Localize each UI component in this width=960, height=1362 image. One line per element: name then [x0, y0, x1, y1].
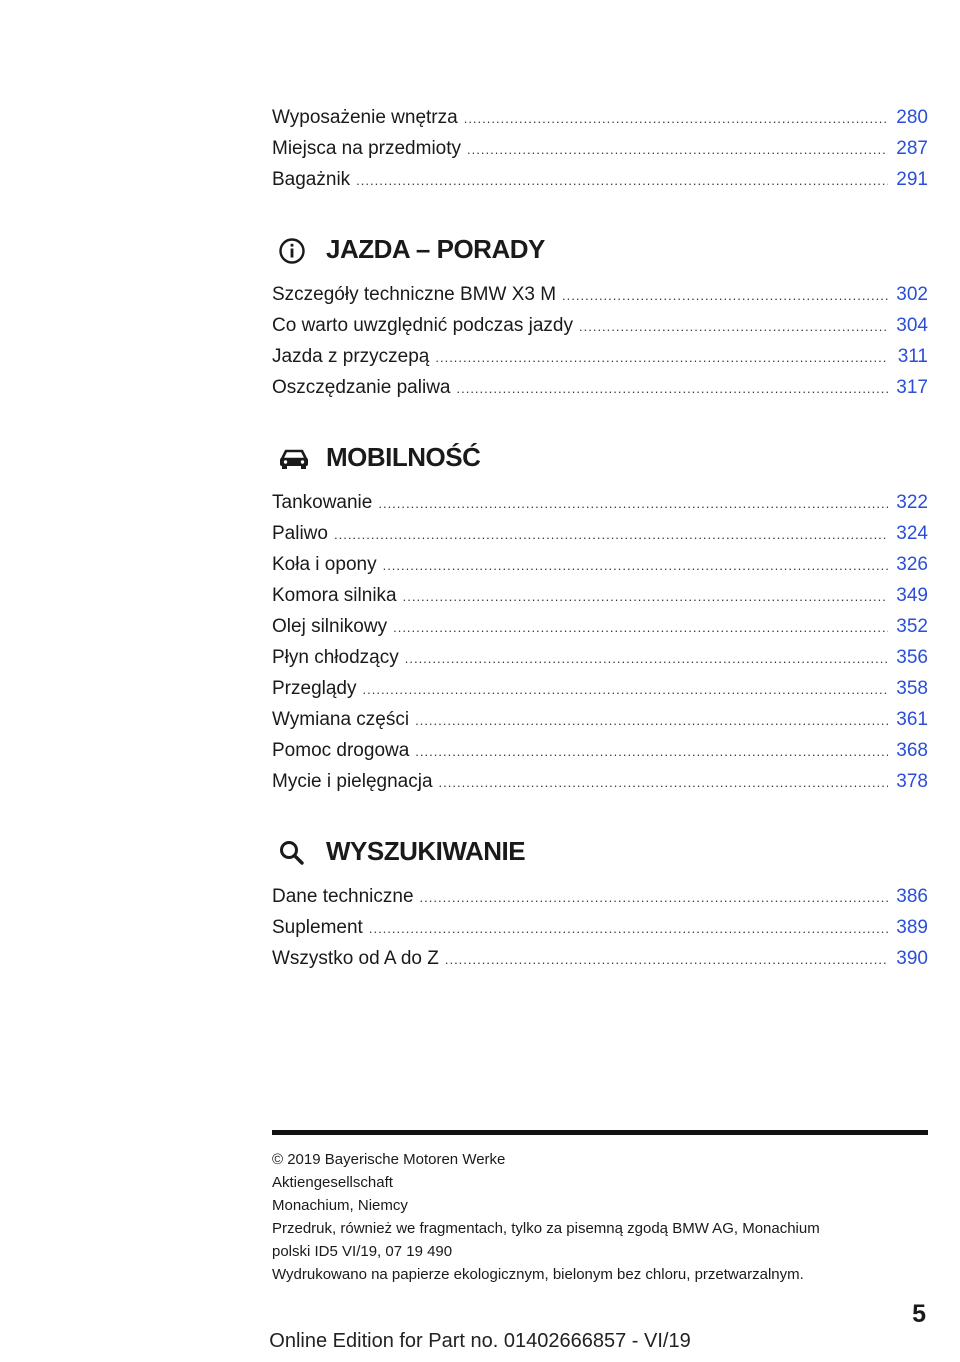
toc-page-link[interactable]: 390: [896, 948, 928, 969]
imprint-company: Aktiengesellschaft: [272, 1174, 393, 1191]
dot-leader: [445, 944, 888, 975]
toc-entry[interactable]: [272, 487, 928, 518]
toc-entry-label: Komora silnika: [272, 585, 397, 606]
dot-leader: [403, 581, 888, 612]
toc-entry[interactable]: [272, 766, 928, 797]
toc-entry[interactable]: [272, 881, 928, 912]
section-spacer: [272, 403, 928, 423]
toc-entry[interactable]: [272, 310, 928, 341]
imprint-edition-id: polski ID5 VI/19, 07 19 490: [272, 1243, 453, 1260]
toc-entry[interactable]: [272, 912, 928, 943]
imprint-paper-notice: Wydrukowano na papierze ekologicznym, bielonym bez chloru, przetwarzalnym.: [272, 1266, 804, 1283]
toc-page-link[interactable]: 311: [897, 346, 928, 367]
toc-entry[interactable]: [272, 580, 928, 611]
toc-entry-label: Wszystko od A do Z: [272, 948, 439, 969]
section-title: MOBILNOŚĆ: [326, 442, 481, 472]
toc-page-link[interactable]: 358: [896, 678, 928, 699]
toc-page-link[interactable]: 356: [896, 647, 928, 668]
toc-entry[interactable]: [272, 164, 928, 195]
dot-leader: [467, 134, 888, 165]
dot-leader: [420, 882, 888, 913]
toc-entry-label: Wymiana części: [272, 709, 410, 730]
toc-entry-label: Koła i opony: [272, 554, 377, 575]
dot-leader: [415, 705, 888, 736]
dot-leader: [439, 767, 888, 798]
toc-entry[interactable]: [272, 372, 928, 403]
dot-leader: [334, 519, 888, 550]
footer-edition: Online Edition for Part no. 01402666857 - VI/19: [269, 1330, 691, 1352]
imprint-location: Monachium, Niemcy: [272, 1197, 408, 1214]
dot-leader: [464, 103, 888, 134]
toc-page-link[interactable]: 322: [896, 492, 928, 513]
dot-leader: [405, 643, 888, 674]
section-heading: [272, 817, 928, 881]
toc-page-link[interactable]: 304: [896, 315, 928, 336]
toc-sections: [272, 195, 928, 974]
toc-page-link[interactable]: 349: [896, 585, 928, 606]
toc-page-link[interactable]: 280: [896, 107, 928, 128]
dot-leader: [356, 165, 888, 196]
toc-entry-label: Wyposażenie wnętrza: [272, 107, 458, 128]
dot-leader: [415, 736, 888, 767]
toc-entry-label: Olej silnikowy: [272, 616, 388, 637]
toc-entry-label: Płyn chłodzący: [272, 647, 399, 668]
toc-entry-label: Suplement: [272, 917, 363, 938]
toc-intro-list: [272, 102, 928, 195]
dot-leader: [579, 311, 888, 342]
dot-leader: [378, 488, 888, 519]
dot-leader: [562, 280, 888, 311]
toc-page-link[interactable]: 389: [896, 917, 928, 938]
section-heading: [272, 215, 928, 279]
divider-rule: [272, 1130, 928, 1135]
toc-entry[interactable]: [272, 549, 928, 580]
toc-entry[interactable]: [272, 735, 928, 766]
toc-entry[interactable]: [272, 943, 928, 974]
toc-entry-label: Szczegóły techniczne BMW X3 M: [272, 284, 557, 305]
toc-page-link[interactable]: 317: [896, 377, 928, 398]
toc-entry[interactable]: [272, 341, 928, 372]
toc-entry[interactable]: [272, 133, 928, 164]
toc-entry-label: Tankowanie: [272, 492, 373, 513]
toc-page-link[interactable]: 326: [896, 554, 928, 575]
toc-entry[interactable]: [272, 611, 928, 642]
toc-page-link[interactable]: 378: [896, 771, 928, 792]
section-heading: [272, 423, 928, 487]
toc-entry[interactable]: [272, 642, 928, 673]
toc-entry-label: Jazda z przyczepą: [272, 346, 430, 367]
imprint-reprint-notice: Przedruk, również we fragmentach, tylko za pisemną zgodą BMW AG, Monachium: [272, 1220, 820, 1237]
dot-leader: [369, 913, 888, 944]
section-spacer: [272, 797, 928, 817]
section-title: WYSZUKIWANIE: [326, 836, 526, 866]
toc-page-link[interactable]: 302: [896, 284, 928, 305]
toc-entry-label: Bagażnik: [272, 169, 351, 190]
imprint-copyright: © 2019 Bayerische Motoren Werke: [272, 1151, 506, 1168]
section-spacer: [272, 195, 928, 215]
dot-leader: [393, 612, 888, 643]
search-icon: [278, 839, 306, 867]
toc-entry-label: Paliwo: [272, 523, 328, 544]
imprint-block: [272, 1148, 932, 1286]
toc-page-link[interactable]: 352: [896, 616, 928, 637]
toc-entry[interactable]: [272, 704, 928, 735]
toc-entry-label: Przeglądy: [272, 678, 357, 699]
dot-leader: [456, 373, 888, 404]
toc-page-link[interactable]: 324: [896, 523, 928, 544]
car-icon: [278, 445, 306, 473]
toc-page-link[interactable]: 361: [896, 709, 928, 730]
toc-entry[interactable]: [272, 518, 928, 549]
toc-entry[interactable]: [272, 673, 928, 704]
toc-page-link[interactable]: 287: [896, 138, 928, 159]
toc-entry-label: Miejsca na przedmioty: [272, 138, 462, 159]
toc-entry-label: Oszczędzanie paliwa: [272, 377, 451, 398]
toc-entry[interactable]: [272, 102, 928, 133]
toc-entry-label: Dane techniczne: [272, 886, 414, 907]
toc-entry-label: Co warto uwzględnić podczas jazdy: [272, 315, 573, 336]
info-icon: [278, 237, 306, 265]
toc-entry-label: Mycie i pielęgnacja: [272, 771, 433, 792]
section-title: JAZDA – PORADY: [326, 234, 545, 264]
dot-leader: [363, 674, 889, 705]
table-of-contents: [272, 102, 928, 974]
toc-page-link[interactable]: 291: [896, 169, 928, 190]
dot-leader: [383, 550, 888, 581]
toc-page-link[interactable]: 386: [896, 886, 928, 907]
toc-entry-label: Pomoc drogowa: [272, 740, 410, 761]
toc-entry[interactable]: [272, 279, 928, 310]
page-number: 5: [912, 1300, 926, 1328]
toc-page-link[interactable]: 368: [896, 740, 928, 761]
dot-leader: [435, 342, 888, 373]
